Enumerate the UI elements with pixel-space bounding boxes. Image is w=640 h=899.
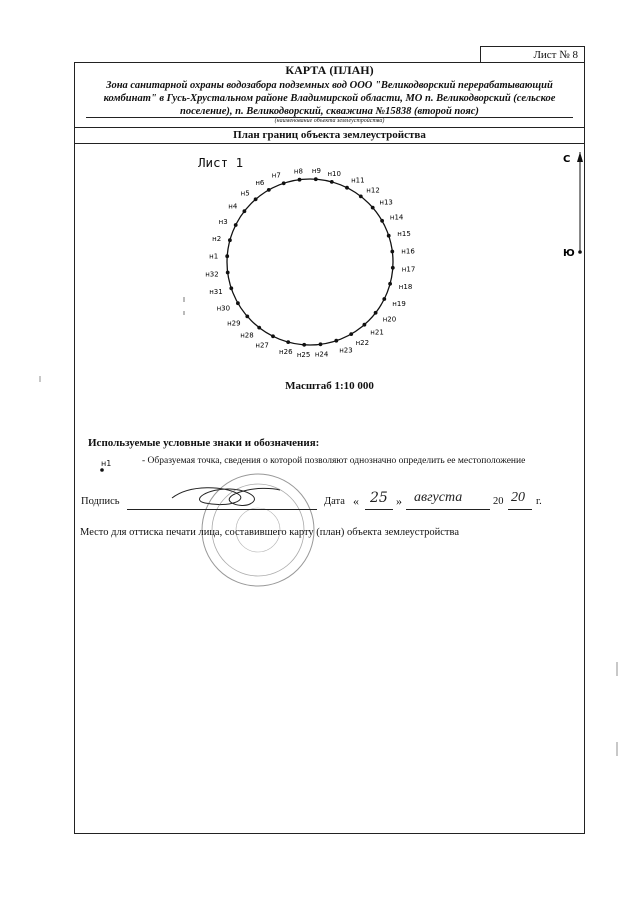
boundary-point-label: н31 (209, 288, 223, 297)
legend-title: Используемые условные знаки и обозначения: (88, 437, 320, 449)
boundary-point-label: н7 (271, 171, 281, 180)
date-quote-close: » (396, 494, 402, 508)
boundary-point-label: н12 (366, 186, 380, 195)
boundary-point (245, 315, 249, 319)
boundary-point-label: н20 (382, 315, 397, 324)
boundary-point-label: н30 (216, 304, 231, 313)
boundary-point-label: н15 (397, 229, 411, 238)
date-year-prefix: 20 (493, 496, 504, 507)
boundary-point-label: н5 (240, 189, 250, 198)
boundary-point (380, 219, 384, 223)
boundary-point (286, 340, 290, 344)
boundary-point (267, 188, 271, 192)
boundary-point (236, 301, 240, 305)
boundary-point (382, 297, 386, 301)
boundary-point-label: н23 (339, 346, 353, 355)
plan-subtitle: План границ объекта землеустройства (233, 129, 426, 141)
boundary-point (349, 332, 353, 336)
boundary-point (390, 250, 394, 254)
date-month-line (406, 509, 490, 510)
boundary-point-label: н4 (228, 202, 238, 211)
boundary-point (271, 334, 275, 338)
boundary-point-label: н14 (389, 213, 404, 222)
boundary-point-label: н17 (401, 265, 416, 274)
boundary-point-label: н26 (279, 347, 293, 356)
boundary-point (345, 186, 349, 190)
legend-point-symbol (100, 468, 104, 472)
date-year: 20 (511, 490, 525, 505)
signature-line (127, 509, 317, 510)
boundary-point (359, 195, 363, 199)
boundary-point (229, 286, 233, 290)
north-arrow-base (578, 250, 582, 254)
boundary-point-label: н25 (296, 350, 311, 359)
date-year-line (508, 509, 532, 510)
boundary-point-label: н19 (392, 300, 406, 309)
boundary-point-label: н21 (370, 328, 384, 337)
boundary-point-label: н29 (227, 319, 241, 328)
boundary-point (228, 238, 232, 242)
boundary-circle (227, 176, 393, 345)
boundary-point-label: н22 (355, 338, 370, 347)
boundary-point-label: н1 (209, 252, 219, 261)
boundary-point (334, 339, 338, 343)
boundary-point-label: н27 (255, 341, 269, 350)
boundary-point-label: н28 (240, 331, 254, 340)
boundary-point (226, 271, 230, 275)
boundary-point-label: н16 (401, 247, 415, 256)
boundary-point-label: н9 (311, 167, 321, 176)
boundary-point (391, 266, 395, 270)
boundary-point (254, 197, 258, 201)
legend-description: - Образуемая точка, сведения о которой позволяют однозначно определить ее местоположение (142, 456, 526, 466)
north-label: С (563, 154, 571, 165)
boundary-point (257, 326, 261, 330)
description-caption: (наименование объекта землеустройства) (274, 118, 385, 124)
boundary-point (319, 342, 323, 346)
boundary-point-label: н24 (314, 350, 329, 359)
boundary-point-label: н13 (379, 198, 393, 207)
boundary-point-label: н18 (398, 283, 413, 292)
boundary-point (330, 180, 334, 184)
boundary-point (234, 223, 238, 227)
boundary-point (371, 206, 375, 210)
boundary-point (282, 181, 286, 185)
boundary-point (225, 254, 229, 258)
boundary-point (243, 209, 247, 213)
date-day-line (365, 509, 393, 510)
boundary-point (314, 177, 318, 181)
boundary-points (205, 167, 415, 359)
signature-label: Подпись (81, 496, 120, 507)
date-quote-open: « (353, 494, 359, 508)
boundary-point (298, 178, 302, 182)
stamp-place-text: Место для оттиска печати лица, составившего карту (план) объекта землеустройства (80, 527, 460, 538)
boundary-point-label: н3 (218, 217, 228, 226)
date-month: августа (414, 490, 463, 505)
boundary-point-label: н8 (293, 167, 303, 176)
boundary-point-label: н32 (205, 270, 219, 279)
boundary-point-label: н11 (351, 176, 365, 185)
south-label: Ю (563, 248, 575, 259)
boundary-point-label: н2 (212, 234, 222, 243)
legend-symbol-label: н1 (101, 459, 112, 468)
sheet-number: Лист № 8 (480, 46, 585, 63)
document-title: КАРТА (ПЛАН) (285, 63, 374, 77)
date-year-unit: г. (536, 496, 542, 507)
boundary-point (374, 311, 378, 315)
north-arrow-head (577, 152, 583, 162)
object-description: Зона санитарной охраны водозабора подземных вод ООО "Великодворский перерабатывающий комбинат" в Гусь-Хрустальном районе Владимирской области, МО п. Великодворский (сельское поселение), п. Великодворский, скважина №15838 (второй пояс) (103, 80, 556, 117)
date-day: 25 (370, 490, 388, 506)
date-label: Дата (324, 496, 345, 507)
boundary-point (387, 234, 391, 238)
boundary-point (388, 282, 392, 286)
boundary-point (363, 323, 367, 327)
boundary-point-label: н6 (255, 179, 265, 188)
map-scale: Масштаб 1:10 000 (285, 380, 374, 392)
boundary-point-label: н10 (327, 170, 341, 179)
boundary-point (302, 343, 306, 347)
map-sheet-label: Лист 1 (198, 155, 244, 170)
